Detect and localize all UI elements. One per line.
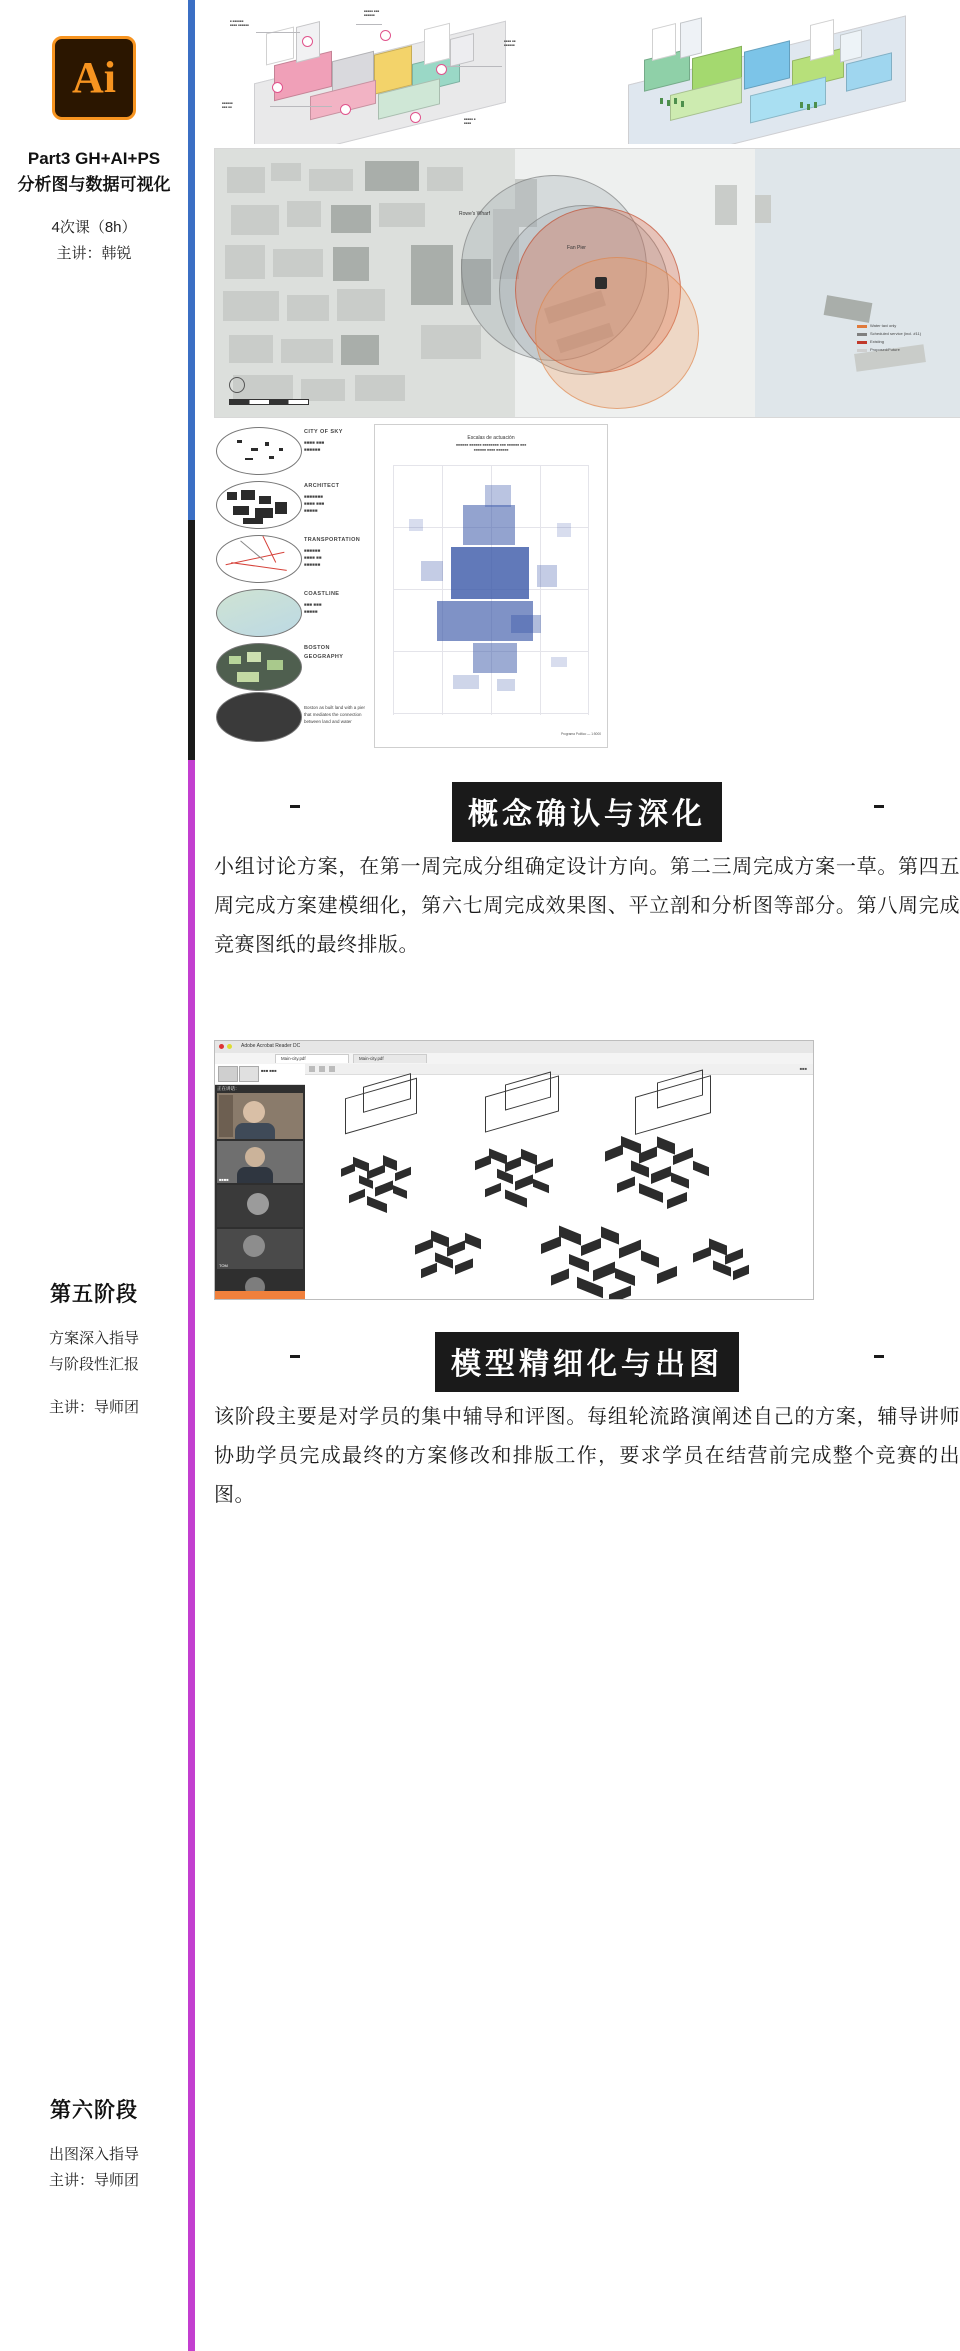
section1-body: 小组讨论方案，在第一周完成分组确定设计方向。第二三周完成方案一草。第四五周完成方案建模细化，第六七周完成效果图、平立剖和分析图等部分。第八周完成竞赛图纸的最终排版。 — [214, 856, 960, 956]
stage5-label: 第五阶段 — [50, 1283, 138, 1306]
stack-legend: TRANSPORTATION ■■■■■■ ■■■■ ■■ ■■■■■■ — [304, 536, 366, 568]
isometric-diagram-left — [214, 6, 574, 144]
logo-glyph: Ai — [72, 53, 116, 102]
part3-instructor: 主讲：韩锐 — [56, 244, 132, 262]
diagram-annotation: ■■■■■ ■■■ ■■■■■■ — [364, 9, 380, 17]
part3-subtitle: 分析图与数据可视化 — [17, 174, 171, 194]
pin-marker — [410, 112, 421, 123]
citymap-credit: Programa Político — 1:5000 — [560, 732, 601, 737]
stack-legend-title: BOSTON GEOGRAPHY — [304, 645, 344, 660]
pdf-viewer-canvas[interactable] — [305, 1064, 813, 1299]
legend-label: Scheduled service (incl. #11) — [870, 331, 922, 336]
stack-row — [214, 532, 366, 585]
pdf-toolbar[interactable]: ■■■ — [305, 1064, 813, 1075]
stack-legend: COASTLINE ■■■ ■■■ ■■■■■ — [304, 590, 366, 615]
stack-legend-title: ARCHITECT — [304, 483, 340, 489]
stack-legend: CITY OF SKY ■■■■ ■■■ ■■■■■■ — [304, 428, 366, 453]
stage6-info-block — [0, 2094, 188, 2193]
participant-video-tile[interactable] — [217, 1185, 303, 1227]
circle-diagram — [216, 589, 302, 637]
stage5-desc-line2: 与阶段性汇报 — [48, 1355, 139, 1373]
stage5-info-block — [0, 1278, 188, 1421]
circle-diagram — [216, 481, 302, 529]
section2-heading: 模型精细化与出图 — [435, 1332, 739, 1392]
diagram-annotation: ■■■■ ■■ ■■■■■■ — [504, 39, 516, 47]
radius-analysis-map-image — [214, 148, 960, 418]
part3-title: Part3 GH+AI+PS — [27, 149, 161, 168]
participant-video-tile[interactable] — [217, 1141, 303, 1183]
stage6-desc-line1: 出图深入指导 — [48, 2146, 139, 2163]
stack-row — [214, 478, 366, 531]
document-tab[interactable]: Main-city.pdf — [353, 1054, 427, 1063]
part3-info-block — [0, 146, 188, 266]
circle-diagram — [216, 535, 302, 583]
adobe-illustrator-logo — [52, 36, 136, 120]
participant-video-tile[interactable] — [217, 1093, 303, 1139]
stack-row — [214, 690, 366, 746]
legend-label: Existing — [870, 339, 885, 344]
legend-label: Proposed/Future — [870, 347, 900, 352]
window-title: Adobe Acrobat Reader DC — [241, 1043, 301, 1049]
participant-name: ■■■■ — [219, 1177, 229, 1182]
circle-diagram — [216, 643, 302, 691]
speaking-label: 正在讲话： — [217, 1086, 240, 1091]
section1-heading: 概念确认与深化 — [452, 782, 722, 842]
citymap-title: Escalas de actuación — [467, 435, 515, 441]
stack-legend — [304, 644, 366, 664]
pin-marker — [302, 36, 313, 47]
stage5-instructor: 主讲：导师团 — [48, 1399, 139, 1416]
timeline-rail-blue — [188, 0, 195, 520]
pin-marker — [340, 104, 351, 115]
map-water-area — [755, 149, 960, 417]
diagram-annotation: ■■■■■■ ■■■ ■■ — [222, 101, 233, 109]
section2-body: 该阶段主要是对学员的集中辅导和评图。每组轮流路演阐述自己的方案，辅导讲师协助学员完成最终的方案修改和排版工作，要求学员在结营前完成整个竞赛的出图。 — [214, 1406, 960, 1506]
isometric-diagram-right — [600, 6, 960, 144]
left-column — [0, 0, 188, 2351]
stage6-instructor: 主讲：导师团 — [48, 2171, 139, 2189]
pin-marker — [272, 82, 283, 93]
participants-panel — [215, 1064, 305, 1299]
pin-marker — [380, 30, 391, 41]
timeline-rail-dark — [188, 520, 195, 760]
circle-diagram — [216, 692, 302, 742]
participant-name: TOM — [219, 1263, 228, 1268]
map-scale-bar — [229, 399, 309, 405]
dot-density-city-map-image — [374, 424, 608, 748]
part3-sessions: 4次课（8h） — [51, 219, 137, 236]
section1-heading-wrap — [214, 782, 960, 831]
stack-row — [214, 424, 366, 477]
analysis-stack-image — [214, 424, 366, 746]
citymap-dot-field — [393, 465, 589, 715]
timeline-rail-pink — [188, 760, 195, 2351]
stage6-label: 第六阶段 — [50, 2099, 138, 2122]
compass-icon — [229, 377, 245, 393]
stack-legend-title: CITY OF SKY — [304, 429, 343, 435]
map-legend — [857, 323, 953, 355]
stack-legend-title: COASTLINE — [304, 591, 340, 597]
isometric-diagrams-image — [214, 6, 960, 144]
stack-legend: ARCHITECT ■■■■■■■ ■■■■ ■■■ ■■■■■ — [304, 482, 366, 514]
circle-diagram — [216, 427, 302, 475]
legend-label: Water taxi only — [870, 323, 897, 328]
panel-header: ■■■ ■■■ — [215, 1064, 305, 1085]
stack-legend-note: Boston as built land with a pier that mediates the connection between land and water — [304, 705, 366, 725]
stack-legend-title: TRANSPORTATION — [304, 537, 361, 543]
stack-row — [214, 640, 366, 693]
stage5-desc-line1: 方案深入指导 — [48, 1330, 139, 1347]
share-screen-bar[interactable] — [215, 1291, 305, 1299]
map-label-fan-pier: Fan Pier — [567, 245, 586, 251]
map-label-rowes-wharf: Rowe's Wharf — [459, 211, 490, 217]
online-review-meeting-screenshot — [214, 1040, 814, 1300]
map-center-marker — [595, 277, 607, 289]
section2-heading-wrap — [214, 1332, 960, 1381]
diagram-annotation: ■ ■■■■■■ ■■■■ ■■■■■■ — [230, 19, 249, 27]
document-tab[interactable]: Main-city.pdf — [275, 1054, 349, 1063]
citymap-subtitle: ■■■■■■ ■■■■■■ ■■■■■■■■ ■■■ ■■■■■■ ■■■ ■■■■■■ ■■■■ ■■■■■■ — [455, 443, 527, 452]
diagram-annotation: ■■■■■ ■ ■■■■ — [464, 117, 476, 125]
service-radius-circle — [535, 257, 699, 409]
participant-video-tile[interactable] — [217, 1229, 303, 1269]
stack-row — [214, 586, 366, 639]
